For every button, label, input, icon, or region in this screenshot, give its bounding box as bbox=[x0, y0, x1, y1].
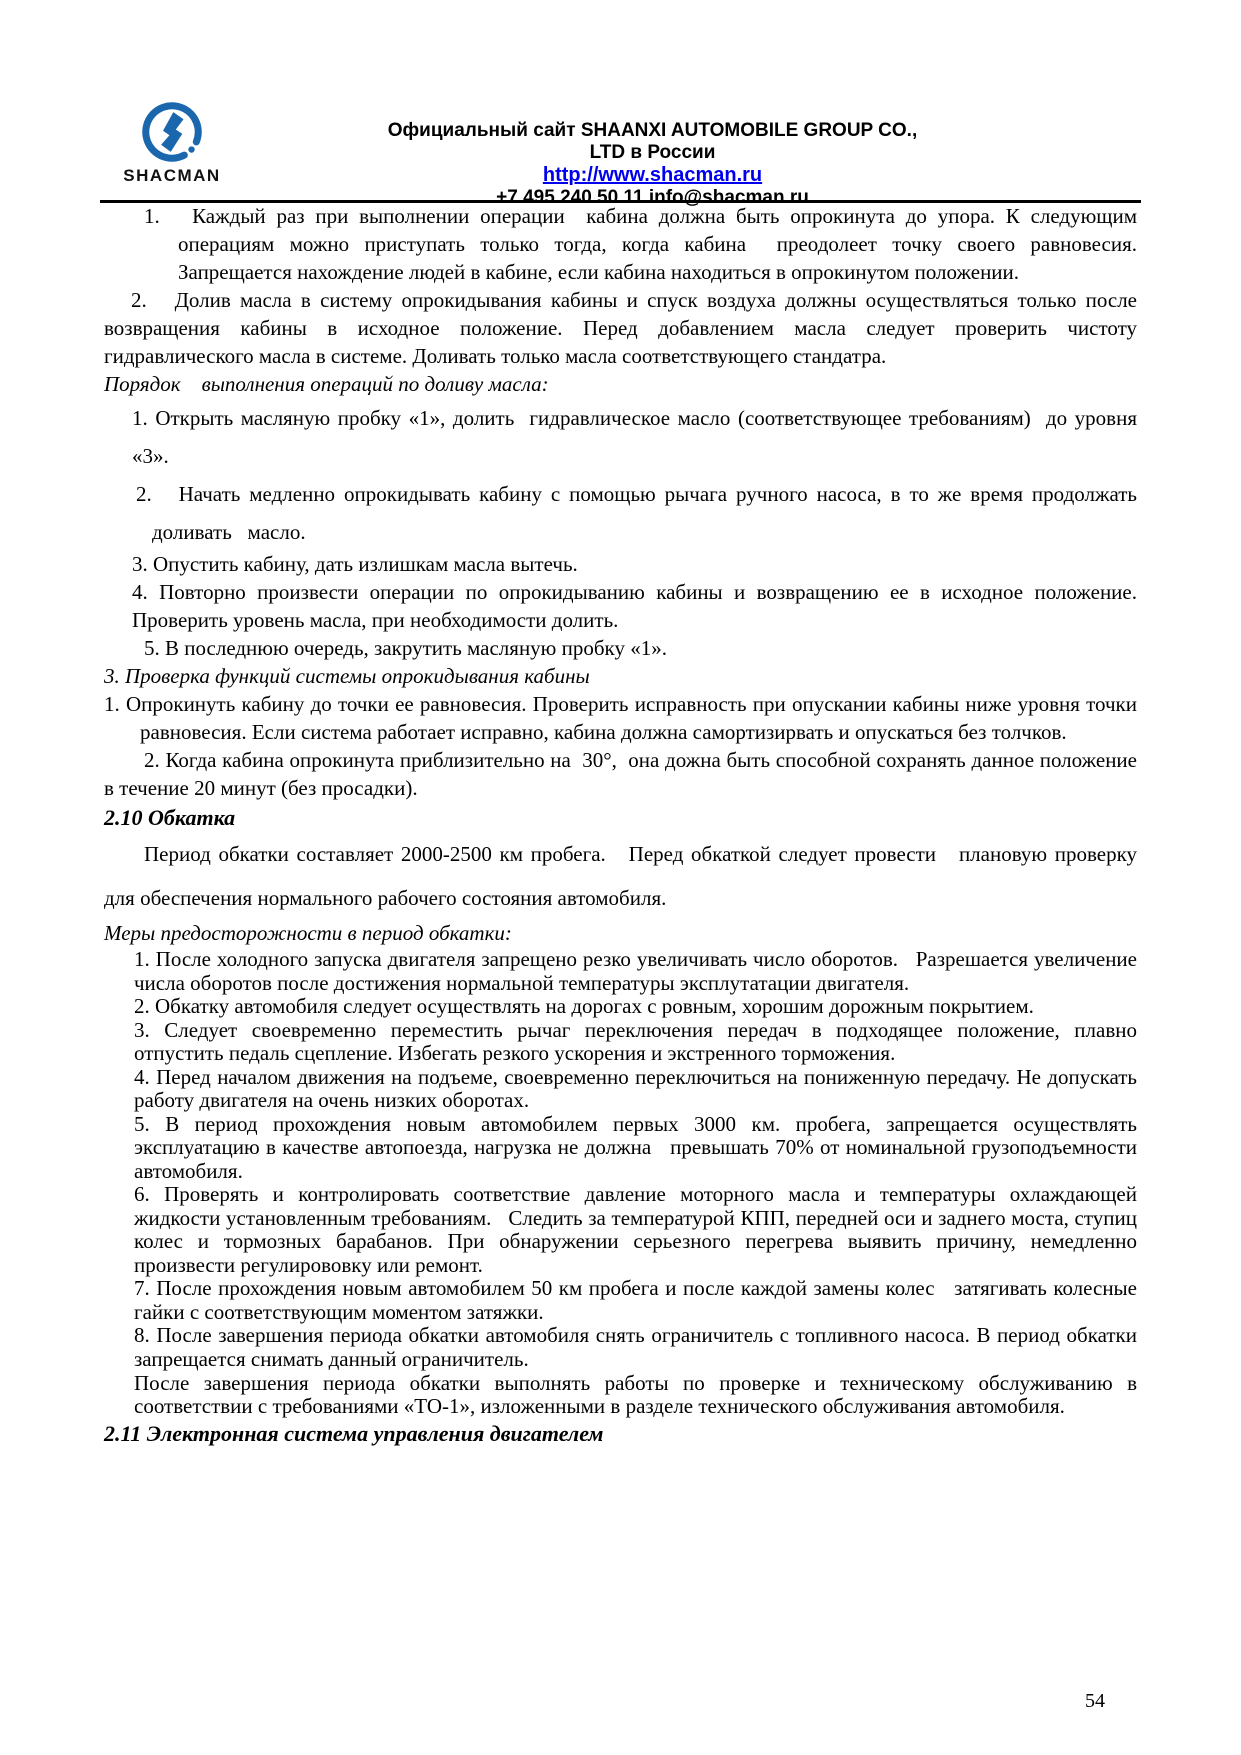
post-runin-paragraph: После завершения периода обкатки выполнять работы по проверке и техническому обслуживанию в соответствии с требованиями «ТО-1», изложенными в разделе технического обслуживания автомобиля. bbox=[134, 1370, 1137, 1419]
oil-step-item: 1. Открыть масляную пробку «1», долить гидравлическое масло (соответствующее требованиям) до уровня «3». bbox=[132, 405, 1137, 468]
precaution-item: 2. Обкатку автомобиля следует осуществлять на дорогах с ровным, хорошим дорожным покрытием. bbox=[134, 994, 1034, 1019]
contact-line: +7 495 240 50 11 info@shacman.ru bbox=[496, 187, 809, 208]
section-title-2-10: 2.10 Обкатка bbox=[104, 804, 236, 830]
oil-procedure-heading: Порядок выполнения операций по доливу масла: bbox=[104, 371, 549, 396]
cab-note-item: 1. Каждый раз при выполнении операции кабина должна быть опрокинута до упора. К следующим операциям можно приступать только тогда, когда кабина преодолеет точку своего равновесия. Запрещается нахождение людей в кабине, если кабина находиться в опрокинутом положении. bbox=[144, 204, 1137, 284]
precaution-item: 6. Проверять и контролировать соответствие давление моторного масла и температуры охлаждающей жидкости установленным требованиям. Следить за температурой КПП, передней оси и заднего моста, ступиц колес и тормозных барабанов. При обнаружении серьезного перегрева выявить причину, немедленно произвести регулирововку или ремонт. bbox=[134, 1182, 1137, 1277]
precaution-item: 1. После холодного запуска двигателя запрещено резко увеличивать число оборотов. Разрешается увеличение числа оборотов после достижения нормальной температуры эксплутатации двигателя. bbox=[134, 947, 1137, 995]
document-content bbox=[104, 203, 1137, 1448]
website-link[interactable]: http://www.shacman.ru bbox=[542, 164, 763, 186]
header bbox=[0, 0, 1241, 208]
shacman-logo bbox=[112, 100, 232, 186]
oil-step-item: 2. Начать медленно опрокидывать кабину с помощью рычага ручного насоса, в то же время продолжать доливать масло. bbox=[136, 481, 1137, 544]
function-check-heading: 3. Проверка функций системы опрокидывания кабины bbox=[104, 663, 590, 688]
precaution-item: 5. В период прохождения новым автомобилем первых 3000 км. пробега, запрещается осуществлять эксплуатацию в качестве автопоезда, нагрузка не должна превышать 70% от номинальной грузоподъемности автомобиля. bbox=[134, 1111, 1137, 1183]
section-title-2-11: 2.11 Электронная система управления двигателем bbox=[104, 1420, 604, 1446]
oil-step-item: 5. В последнюю очередь, закрутить масляную пробку «1». bbox=[144, 635, 667, 660]
oil-step-item: 4. Повторно произвести операции по опрокидыванию кабины и возвращению ее в исходное положение. Проверить уровень масла, при необходимости долить. bbox=[132, 579, 1137, 632]
company-line: LTD в России bbox=[589, 142, 716, 163]
function-check-item: 1. Опрокинуть кабину до точки ее равновесия. Проверить исправность при опускании кабины ниже уровня точки равновесия. Если система работает исправно, кабина должна самортизирвать и опускаться без толчков. bbox=[104, 691, 1137, 744]
precaution-item: 4. Перед началом движения на подъеме, своевременно переключиться на пониженную передачу. Не допускать работу двигателя на очень низких оборотах. bbox=[134, 1064, 1137, 1113]
precaution-item: 8. После завершения периода обкатки автомобиля снять ограничитель с топливного насоса. В период обкатки запрещается снимать данный ограничитель. bbox=[134, 1323, 1137, 1371]
precautions-list bbox=[104, 948, 1137, 1371]
cab-note-item: 2. Долив масла в систему опрокидывания кабины и спуск воздуха должны осуществляться только после возвращения кабины в исходное положение. Перед добавлением масла следует проверить чистоту гидравлического масла в системе. Доливать только масла соответствующего стандатра. bbox=[104, 287, 1137, 368]
logo-wordmark: SHACMAN bbox=[123, 166, 221, 185]
site-title-line: Официальный сайт SHAANXI AUTOMOBILE GROUP CO., bbox=[387, 120, 918, 141]
shacman-logo-icon bbox=[140, 100, 204, 164]
oil-step-item: 3. Опустить кабину, дать излишкам масла вытечь. bbox=[132, 551, 578, 576]
header-contact-block bbox=[388, 120, 917, 209]
page-number: 54 bbox=[1085, 1690, 1105, 1712]
function-check-item: 2. Когда кабина опрокинута приблизительно на 30°, она дожна быть способной сохранять данное положение в течение 20 минут (без просадки). bbox=[104, 747, 1137, 800]
precautions-heading: Меры предосторожности в период обкатки: bbox=[104, 921, 512, 946]
runin-intro-paragraph: Период обкатки составляет 2000-2500 км пробега. Перед обкаткой следует провести плановую проверку для обеспечения нормального рабочего состояния автомобиля. bbox=[104, 842, 1137, 911]
precaution-item: 7. После прохождения новым автомобилем 50 км пробега и после каждой замены колес затягивать колесные гайки с соответствующим моментом затяжки. bbox=[134, 1276, 1137, 1324]
precaution-item: 3. Следует своевременно переместить рычаг переключения передач в подходящее положение, плавно отпустить педаль сцепление. Избегать резкого ускорения и экстренного торможения. bbox=[134, 1017, 1137, 1066]
